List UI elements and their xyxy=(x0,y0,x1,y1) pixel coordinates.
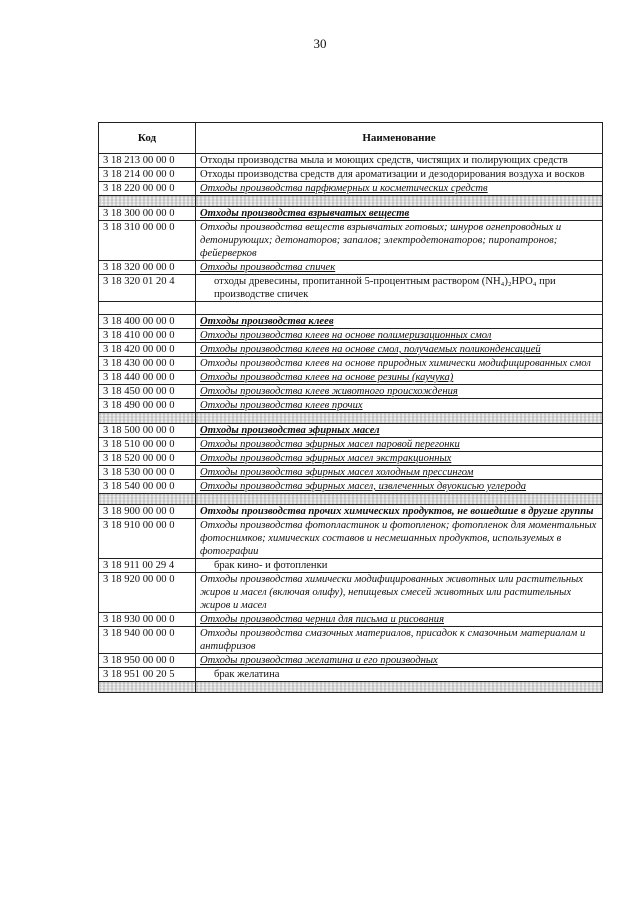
code-cell: 3 18 300 00 00 0 xyxy=(99,207,196,221)
separator-cell xyxy=(99,682,196,693)
name-cell: Отходы производства фотопластинок и фотопленок; фотопленок для моментальных фотоснимков; химических составов и несмешанных продуктов, используемых в фотографии xyxy=(196,519,603,559)
name-cell: Отходы производства мыла и моющих средств, чистящих и полирующих средств xyxy=(196,154,603,168)
table-row xyxy=(99,573,603,613)
header-code: Код xyxy=(99,123,196,154)
table-row xyxy=(99,207,603,221)
name-cell: Отходы производства химически модифицированных животных или растительных жиров и масел (включая олифу), непищевых смесей животных или растительных жиров и масел xyxy=(196,573,603,613)
table-row xyxy=(99,466,603,480)
table-row xyxy=(99,480,603,494)
code-cell: 3 18 440 00 00 0 xyxy=(99,371,196,385)
blank-cell xyxy=(99,302,196,315)
name-cell: Отходы производства клеев на основе полимеризационных смол xyxy=(196,329,603,343)
code-cell: 3 18 420 00 00 0 xyxy=(99,343,196,357)
separator-cell xyxy=(99,413,196,424)
code-cell: 3 18 530 00 00 0 xyxy=(99,466,196,480)
name-cell: Отходы производства веществ взрывчатых готовых; шнуров огнепроводных и детонирующих; детонаторов; запалов; электродетонаторов; пиропатронов; фейерверков xyxy=(196,221,603,261)
table-row xyxy=(99,452,603,466)
table-row xyxy=(99,505,603,519)
separator-cell xyxy=(99,494,196,505)
code-cell: 3 18 900 00 00 0 xyxy=(99,505,196,519)
table-row xyxy=(99,315,603,329)
table-row xyxy=(99,438,603,452)
table-row xyxy=(99,329,603,343)
separator-row xyxy=(99,196,603,207)
code-cell: 3 18 910 00 00 0 xyxy=(99,519,196,559)
code-cell: 3 18 310 00 00 0 xyxy=(99,221,196,261)
table-row xyxy=(99,385,603,399)
name-cell: Отходы производства средств для ароматизации и дезодорирования воздуха и восков xyxy=(196,168,603,182)
separator-cell xyxy=(99,196,196,207)
table-row xyxy=(99,668,603,682)
table-body xyxy=(99,154,603,693)
code-cell: 3 18 400 00 00 0 xyxy=(99,315,196,329)
code-cell: 3 18 410 00 00 0 xyxy=(99,329,196,343)
name-cell: Отходы производства клеев на основе смол, получаемых поликонденсацией xyxy=(196,343,603,357)
code-cell: 3 18 911 00 29 4 xyxy=(99,559,196,573)
code-cell: 3 18 951 00 20 5 xyxy=(99,668,196,682)
name-cell: Отходы производства клеев на основе природных химически модифицированных смол xyxy=(196,357,603,371)
name-cell: Отходы производства желатина и его производных xyxy=(196,654,603,668)
code-cell: 3 18 450 00 00 0 xyxy=(99,385,196,399)
table-row xyxy=(99,371,603,385)
table-row xyxy=(99,221,603,261)
separator-row xyxy=(99,682,603,693)
table-row xyxy=(99,399,603,413)
name-cell: Отходы производства эфирных масел, извлеченных двуокисью углерода xyxy=(196,480,603,494)
name-cell: отходы древесины, пропитанной 5-процентным раствором (NH₄)₂HPO₄ при производстве спичек xyxy=(196,275,603,302)
separator-row xyxy=(99,494,603,505)
code-cell: 3 18 490 00 00 0 xyxy=(99,399,196,413)
code-cell: 3 18 320 00 00 0 xyxy=(99,261,196,275)
separator-cell xyxy=(196,196,603,207)
table-row xyxy=(99,613,603,627)
table-row xyxy=(99,627,603,654)
header-name: Наименование xyxy=(196,123,603,154)
name-cell: Отходы производства эфирных масел холодным прессингом xyxy=(196,466,603,480)
table-row xyxy=(99,275,603,302)
name-cell: Отходы производства прочих химических продуктов, не вошедшие в другие группы xyxy=(196,505,603,519)
table-row xyxy=(99,154,603,168)
code-cell: 3 18 320 01 20 4 xyxy=(99,275,196,302)
name-cell: брак желатина xyxy=(196,668,603,682)
name-cell: Отходы производства смазочных материалов, присадок к смазочным материалам и антифризов xyxy=(196,627,603,654)
code-cell: 3 18 430 00 00 0 xyxy=(99,357,196,371)
separator-row xyxy=(99,413,603,424)
code-cell: 3 18 930 00 00 0 xyxy=(99,613,196,627)
code-cell: 3 18 940 00 00 0 xyxy=(99,627,196,654)
blank-cell xyxy=(196,302,603,315)
waste-codes-table xyxy=(98,122,603,693)
table-row xyxy=(99,519,603,559)
code-cell: 3 18 213 00 00 0 xyxy=(99,154,196,168)
name-cell: Отходы производства чернил для письма и рисования xyxy=(196,613,603,627)
separator-cell xyxy=(196,682,603,693)
table-header-row xyxy=(99,123,603,154)
code-cell: 3 18 950 00 00 0 xyxy=(99,654,196,668)
name-cell: Отходы производства эфирных масел xyxy=(196,424,603,438)
code-cell: 3 18 220 00 00 0 xyxy=(99,182,196,196)
blank-row xyxy=(99,302,603,315)
name-cell: Отходы производства парфюмерных и косметических средств xyxy=(196,182,603,196)
separator-cell xyxy=(196,413,603,424)
table-row xyxy=(99,424,603,438)
table-row xyxy=(99,343,603,357)
name-cell: Отходы производства взрывчатых веществ xyxy=(196,207,603,221)
table-row xyxy=(99,654,603,668)
code-cell: 3 18 920 00 00 0 xyxy=(99,573,196,613)
name-cell: Отходы производства эфирных масел паровой перегонки xyxy=(196,438,603,452)
table-row xyxy=(99,261,603,275)
code-cell: 3 18 540 00 00 0 xyxy=(99,480,196,494)
table-row xyxy=(99,182,603,196)
name-cell: Отходы производства клеев на основе резины (каучука) xyxy=(196,371,603,385)
code-cell: 3 18 214 00 00 0 xyxy=(99,168,196,182)
name-cell: Отходы производства клеев xyxy=(196,315,603,329)
page-number: 30 xyxy=(313,36,327,51)
separator-cell xyxy=(196,494,603,505)
name-cell: Отходы производства эфирных масел экстракционных xyxy=(196,452,603,466)
code-cell: 3 18 520 00 00 0 xyxy=(99,452,196,466)
code-cell: 3 18 500 00 00 0 xyxy=(99,424,196,438)
name-cell: брак кино- и фотопленки xyxy=(196,559,603,573)
table-row xyxy=(99,559,603,573)
table-row xyxy=(99,357,603,371)
name-cell: Отходы производства спичек xyxy=(196,261,603,275)
code-cell: 3 18 510 00 00 0 xyxy=(99,438,196,452)
table-row xyxy=(99,168,603,182)
name-cell: Отходы производства клеев животного происхождения xyxy=(196,385,603,399)
name-cell: Отходы производства клеев прочих xyxy=(196,399,603,413)
